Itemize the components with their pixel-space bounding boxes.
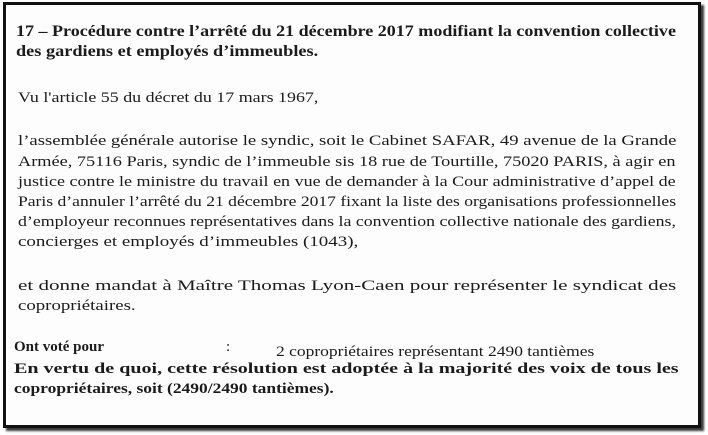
authorization-line-4: Paris d’annuler l’arrêté du 21 décembre 2017 fixant la liste des organisations professionnelles xyxy=(18,194,677,210)
vote-value: 2 copropriétaires représentant 2490 tantièmes xyxy=(276,344,595,360)
authorization-line-6: concierges et employés d’immeubles (1043), xyxy=(18,234,359,250)
authorization-line-1: l’assemblée générale autorise le syndic, soit le Cabinet SAFAR, 49 avenue de la Grande xyxy=(18,133,677,149)
mandate-line-2: copropriétaires. xyxy=(18,298,136,314)
result-line-1: En vertu de quoi, cette résolution est adoptée à la majorité des voix de tous les xyxy=(14,361,679,377)
authorization-line-5: d’employeur reconnues représentatives dans la convention collective nationale des gardiens, xyxy=(18,214,676,230)
resolution-title-line-1: 17 – Procédure contre l’arrêté du 21 décembre 2017 modifiant la convention collective xyxy=(16,23,676,40)
vote-label: Ont voté pour xyxy=(14,339,104,355)
authorization-line-3: justice contre le ministre du travail en vue de demander à la Cour administrative d’appel de xyxy=(18,174,676,190)
resolution-title-line-2: des gardiens et employés d’immeubles. xyxy=(16,43,319,60)
document-frame xyxy=(3,2,701,428)
mandate-line-1: et donne mandat à Maître Thomas Lyon-Caen pour représenter le syndicat des xyxy=(18,278,677,294)
vote-separator: : xyxy=(226,339,231,355)
preamble-text: Vu l'article 55 du décret du 17 mars 1967, xyxy=(18,90,319,106)
result-line-2: copropriétaires, soit (2490/2490 tantièmes). xyxy=(14,381,334,397)
authorization-line-2: Armée, 75116 Paris, syndic de l’immeuble sis 18 rue de Tourtille, 75020 PARIS, à agir en xyxy=(18,154,676,170)
